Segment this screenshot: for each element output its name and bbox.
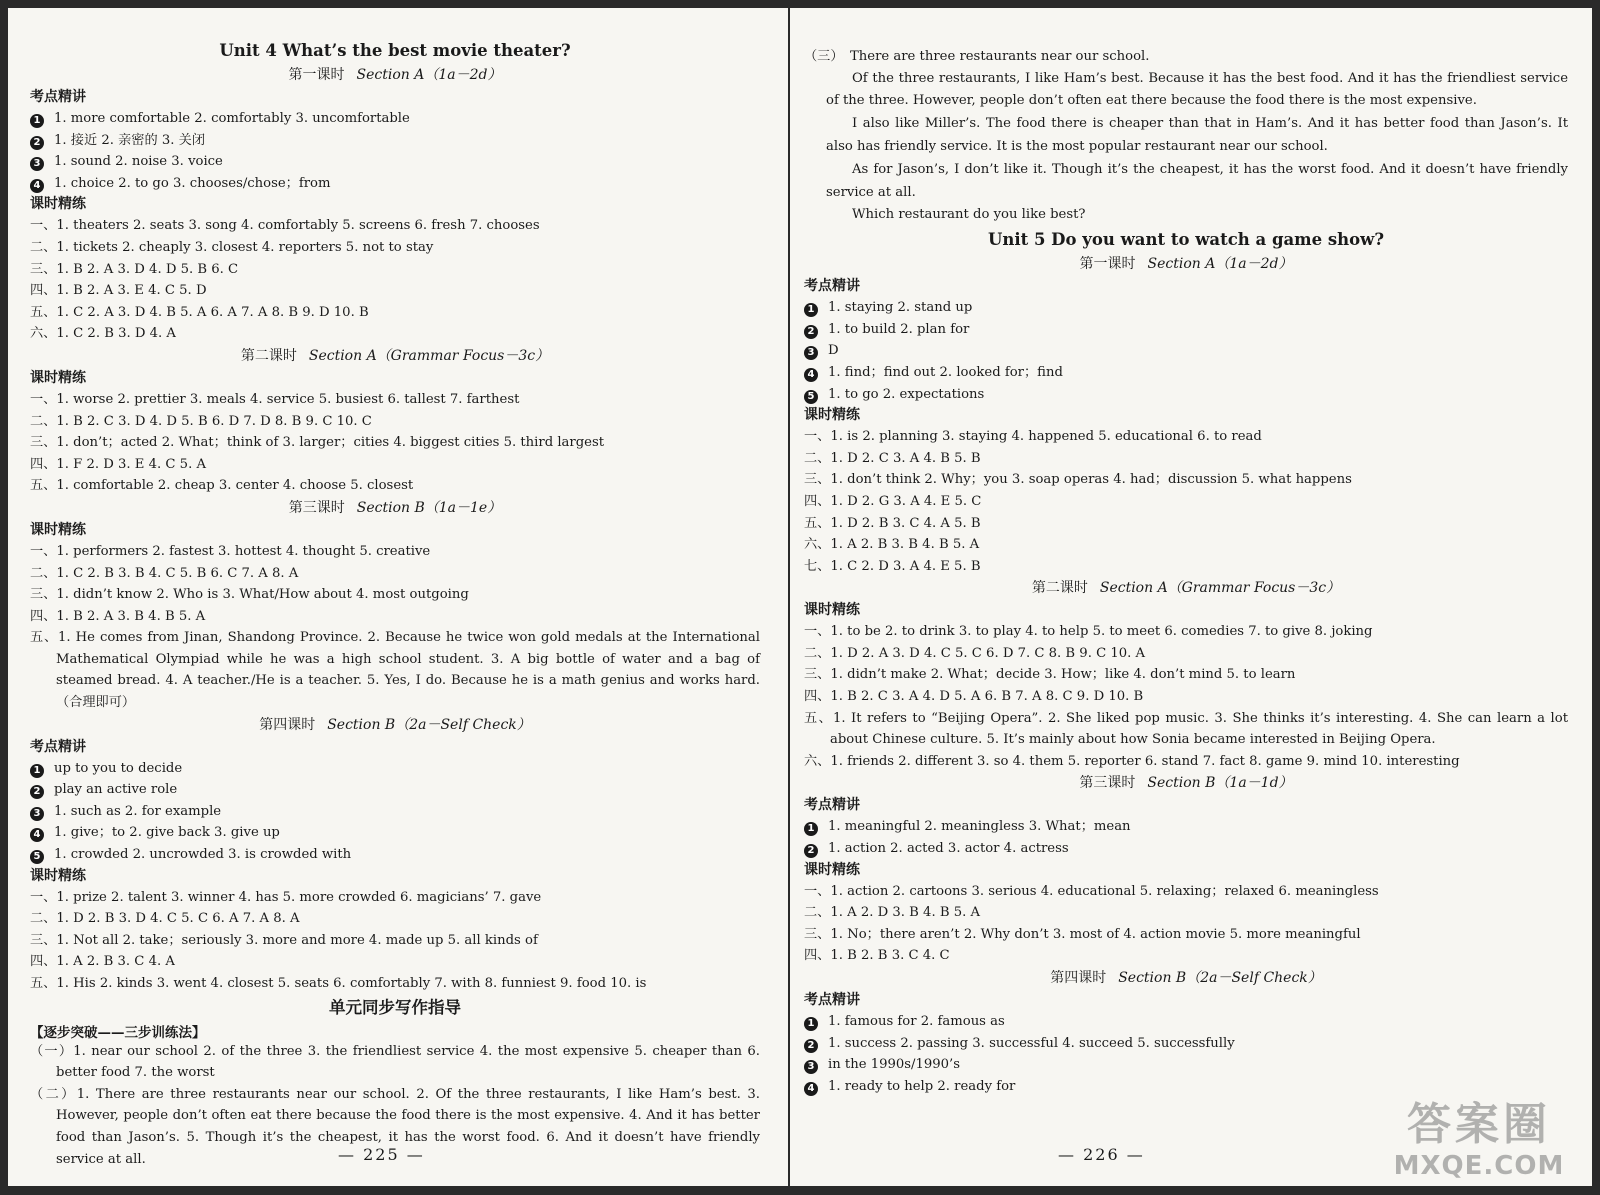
answer-line: 5 1. to go 2. expectations	[804, 384, 1568, 406]
answer-line: 1 1. staying 2. stand up	[804, 297, 1568, 319]
answer-line: 2 play an active role	[30, 779, 760, 801]
answer-line: 四、1. B 2. A 3. E 4. C 5. D	[30, 283, 207, 299]
answer-line: 4 1. find；find out 2. looked for；find	[804, 362, 1568, 384]
lesson-heading: 第三课时 Section B（1a－1e）	[288, 499, 502, 516]
section-heading: 考点精讲	[804, 278, 860, 295]
answer-line: 二、1. B 2. C 3. D 4. D 5. B 6. D 7. D 8. B 9. C 10. C	[30, 413, 372, 429]
essay-paragraph: As for Jason’s, I don’t like it. Though it’s the cheapest, it has the worst food. And it doesn’t have friendly service at all.	[826, 161, 1568, 200]
answer-paragraph: （一）1. near our school 2. of the three 3. the friendliest service 4. the most expensive 5. cheaper than 6. better food 7. the worst	[30, 1043, 760, 1081]
answer-line: 一、1. is 2. planning 3. staying 4. happened 5. educational 6. to read	[804, 429, 1262, 445]
answer-line: 六、1. C 2. B 3. D 4. A	[30, 326, 176, 342]
answer-line: 二、1. D 2. C 3. A 4. B 5. B	[804, 450, 981, 466]
number-1-icon: 1	[804, 303, 818, 317]
answer-line: 五、1. C 2. A 3. D 4. B 5. A 6. A 7. A 8. B 9. D 10. B	[30, 304, 369, 320]
section-heading: 课时精练	[30, 867, 86, 884]
answer-line: 五、1. D 2. B 3. C 4. A 5. B	[804, 515, 981, 531]
answer-line: 四、1. B 2. A 3. B 4. B 5. A	[30, 608, 206, 624]
model-essay	[804, 68, 1568, 228]
section-heading: 课时精练	[804, 407, 860, 424]
answer-line: 3 1. such as 2. for example	[30, 801, 760, 823]
answer-line: 4 1. ready to help 2. ready for	[804, 1076, 1568, 1098]
answer-line: 二、1. D 2. B 3. D 4. C 5. C 6. A 7. A 8. A	[30, 911, 300, 927]
answer-paragraph: 五、1. He comes from Jinan, Shandong Province. 2. Because he twice won gold medals at the International Mathematical Olympiad while he was a high school student. 3. A big bottle of water and a bag of steamed bread. 4. A teacher./He is a teacher. 5. Yes, I do. Because he is a math genius and works hard.（合理即可）	[30, 630, 760, 711]
answer-line: 五、1. His 2. kinds 3. went 4. closest 5. seats 6. comfortably 7. with 8. funniest 9. food 10. is	[30, 976, 647, 991]
lesson-heading: 第二课时 Section A（Grammar Focus－3c）	[240, 347, 550, 364]
number-4-icon: 4	[30, 828, 44, 842]
number-2-icon: 2	[30, 136, 44, 150]
essay-paragraph: Which restaurant do you like best?	[852, 207, 1086, 223]
answer-line: 3 1. sound 2. noise 3. voice	[30, 151, 760, 173]
answer-line: 1 1. more comfortable 2. comfortably 3. uncomfortable	[30, 108, 760, 130]
answer-line: 4 1. give；to 2. give back 3. give up	[30, 822, 760, 844]
number-1-icon: 1	[30, 114, 44, 128]
answer-line: 三、1. Not all 2. take；seriously 3. more and more 4. made up 5. all kinds of	[30, 932, 538, 948]
number-4-icon: 4	[804, 368, 818, 382]
unit4-title: Unit 4 What’s the best movie theater?	[219, 41, 571, 60]
answer-line: 一、1. to be 2. to drink 3. to play 4. to help 5. to meet 6. comedies 7. to give 8. joking	[804, 624, 1373, 640]
answer-line: 四、1. F 2. D 3. E 4. C 5. A	[30, 456, 206, 472]
answer-paragraph: （二）1. There are three restaurants near our school. 2. Of the three restaurants, I like Ham’s best. 3. However, people don’t often eat there because the food there is the most expensive. 4. And it has better food than Jason’s. 5. Though it’s the cheapest, it has the worst food. 6. And it doesn’t have friendly service at all.	[30, 1086, 760, 1167]
number-3-icon: 3	[804, 1060, 818, 1074]
answer-line: 3 D	[804, 340, 1568, 362]
page-number: — 226 —	[1058, 1145, 1145, 1164]
number-5-icon: 5	[804, 390, 818, 404]
section-heading: 课时精练	[804, 602, 860, 619]
answer-line: 1 1. famous for 2. famous as	[804, 1011, 1568, 1033]
answer-line: 四、1. B 2. B 3. C 4. C	[804, 948, 950, 964]
number-2-icon: 2	[804, 1039, 818, 1053]
answer-line: 2 1. action 2. acted 3. actor 4. actress	[804, 838, 1568, 860]
number-5-icon: 5	[30, 850, 44, 864]
answer-line: 三、1. No；there aren’t 2. Why don’t 3. most of 4. action movie 5. more meaningful	[804, 926, 1361, 942]
answer-line: 2 1. success 2. passing 3. successful 4. succeed 5. successfully	[804, 1033, 1568, 1055]
number-4-icon: 4	[804, 1082, 818, 1096]
section-heading: 考点精讲	[30, 738, 86, 755]
essay-paragraph: I also like Miller’s. The food there is cheaper than that in Ham’s. And it has better food than Jason’s. It also has friendly service. It is the most popular restaurant near our school.	[826, 116, 1568, 154]
number-2-icon: 2	[804, 844, 818, 858]
watermark-logo: 答案圈 MXQE.COM	[1393, 1099, 1565, 1181]
answer-line: 2 1. 接近 2. 亲密的 3. 关闭	[30, 130, 760, 152]
number-2-icon: 2	[804, 325, 818, 339]
section-heading: 考点精讲	[804, 797, 860, 814]
number-3-icon: 3	[804, 346, 818, 360]
lesson-heading: 第三课时 Section B（1a－1d）	[1079, 775, 1293, 792]
section-heading: 课时精练	[30, 521, 86, 538]
answer-line: 六、1. A 2. B 3. B 4. B 5. A	[804, 537, 980, 553]
number-1-icon: 1	[804, 822, 818, 836]
answer-line: 一、1. action 2. cartoons 3. serious 4. educational 5. relaxing；relaxed 6. meaningless	[804, 883, 1379, 899]
number-4-icon: 4	[30, 179, 44, 193]
page-number: — 225 —	[338, 1145, 425, 1164]
answer-line: 三、1. don’t think 2. Why；you 3. soap operas 4. had；discussion 5. what happens	[804, 472, 1352, 488]
writing-guide-title: 单元同步写作指导	[329, 997, 461, 1017]
answer-line: 三、1. don’t；acted 2. What；think of 3. larger；cities 4. biggest cities 5. third largest	[30, 435, 605, 451]
section-heading: 课时精练	[30, 369, 86, 386]
answer-line: 六、1. friends 2. different 3. so 4. them 5. reporter 6. stand 7. fact 8. game 9. mind 10. interesting	[804, 753, 1460, 769]
answer-line: 四、1. A 2. B 3. C 4. A	[30, 954, 175, 970]
answer-line: 三、1. didn’t know 2. Who is 3. What/How about 4. most outgoing	[30, 587, 469, 603]
answer-line: 五、1. comfortable 2. cheap 3. center 4. choose 5. closest	[30, 478, 414, 494]
answer-line: 四、1. D 2. G 3. A 4. E 5. C	[804, 493, 982, 509]
number-1-icon: 1	[804, 1017, 818, 1031]
number-3-icon: 3	[30, 807, 44, 821]
answer-line: 一、1. theaters 2. seats 3. song 4. comfortably 5. screens 6. fresh 7. chooses	[30, 218, 540, 234]
answer-line: 3 in the 1990s/1990’s	[804, 1054, 1568, 1076]
section-heading: 考点精讲	[30, 89, 86, 105]
answer-line: 1 up to you to decide	[30, 758, 760, 780]
lesson-heading: 第一课时 Section A（1a－2d）	[1079, 256, 1293, 273]
answer-line: 二、1. tickets 2. cheaply 3. closest 4. reporters 5. not to stay	[30, 239, 434, 255]
number-3-icon: 3	[30, 157, 44, 171]
lesson-heading: 第二课时 Section A（Grammar Focus－3c）	[1031, 580, 1341, 597]
answer-line: 5 1. crowded 2. uncrowded 3. is crowded with	[30, 844, 760, 866]
answer-line: 二、1. C 2. B 3. B 4. C 5. B 6. C 7. A 8. A	[30, 565, 299, 581]
answer-line: 一、1. performers 2. fastest 3. hottest 4. thought 5. creative	[30, 543, 431, 559]
answer-line: 2 1. to build 2. plan for	[804, 319, 1568, 341]
answer-line: 1 1. meaningful 2. meaningless 3. What；mean	[804, 816, 1568, 838]
section-heading: 课时精练	[804, 861, 860, 878]
number-1-icon: 1	[30, 764, 44, 778]
answer-line: 4 1. choice 2. to go 3. chooses/chose；from	[30, 173, 760, 195]
essay-first-line: （三） There are three restaurants near our school.	[804, 49, 1150, 64]
answer-line: 一、1. worse 2. prettier 3. meals 4. service 5. busiest 6. tallest 7. farthest	[30, 391, 520, 407]
answer-line: 四、1. B 2. C 3. A 4. D 5. A 6. B 7. A 8. C 9. D 10. B	[804, 689, 1144, 705]
answer-line: 二、1. D 2. A 3. D 4. C 5. C 6. D 7. C 8. B 9. C 10. A	[804, 645, 1146, 661]
section-heading: 课时精练	[30, 196, 86, 213]
answer-paragraph: 五、1. It refers to “Beijing Opera”. 2. She liked pop music. 3. She thinks it’s interesting. 4. She can learn a lot about Chinese culture. 5. It’s mainly about how Sonia became interested in Beijing Opera.	[804, 710, 1568, 748]
lesson-heading: 第四课时 Section B（2a－Self Check）	[1050, 970, 1322, 987]
answer-line: 二、1. A 2. D 3. B 4. B 5. A	[804, 905, 981, 921]
page-226	[790, 8, 1592, 1186]
answer-line: 三、1. didn’t make 2. What；decide 3. How；like 4. don’t mind 5. to learn	[804, 667, 1296, 683]
essay-paragraph: Of the three restaurants, I like Ham’s best. Because it has the best food. And it has the friendliest service of the three. However, people don’t often eat there because the food there is the most expensive.	[826, 70, 1568, 109]
number-2-icon: 2	[30, 785, 44, 799]
answer-line: 三、1. B 2. A 3. D 4. D 5. B 6. C	[30, 261, 239, 277]
lesson-heading: 第四课时 Section B（2a－Self Check）	[259, 716, 531, 733]
writing-subheading: 【逐步突破——三步训练法】	[30, 1024, 206, 1041]
lesson-heading: 第一课时 Section A（1a－2d）	[288, 67, 502, 83]
page-225	[8, 8, 788, 1186]
answer-line: 七、1. C 2. D 3. A 4. E 5. B	[804, 558, 981, 574]
answer-line: 一、1. prize 2. talent 3. winner 4. has 5. more crowded 6. magicians’ 7. gave	[30, 889, 542, 905]
unit5-title: Unit 5 Do you want to watch a game show?	[987, 230, 1385, 250]
section-heading: 考点精讲	[804, 992, 860, 1009]
